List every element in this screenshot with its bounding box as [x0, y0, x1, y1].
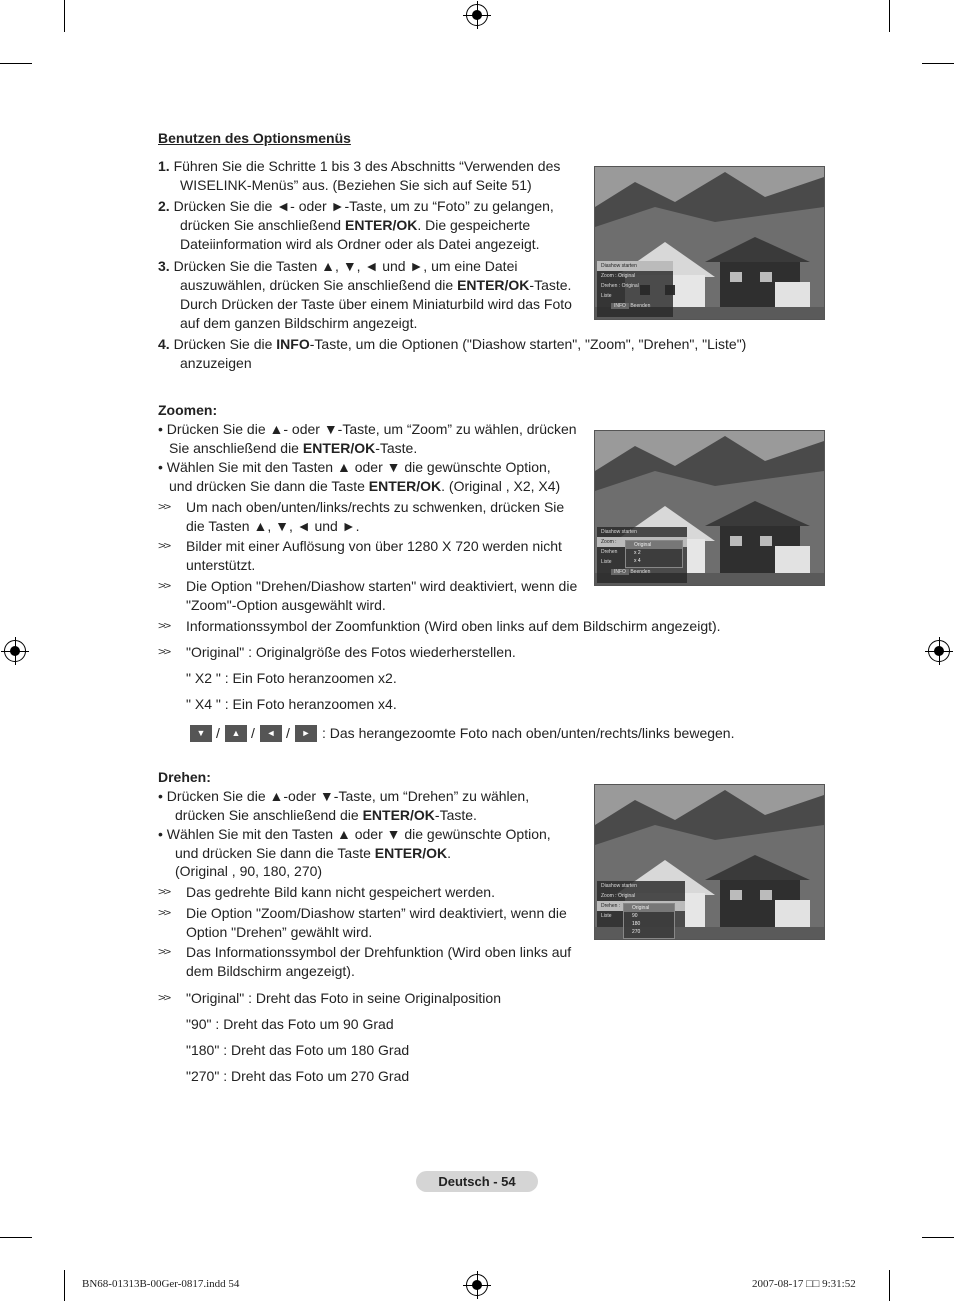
submenu-item[interactable]: Original — [624, 904, 674, 912]
rotate-90: "90" : Dreht das Foto um 90 Grad — [186, 1016, 394, 1032]
menu-item[interactable]: Zoom : Original — [601, 273, 636, 279]
up-key-icon: ▲ — [225, 725, 247, 742]
crop-mark — [922, 1237, 954, 1238]
registration-mark-icon — [928, 640, 950, 662]
menu-item[interactable]: Zoom : Original — [601, 893, 636, 899]
submenu-item[interactable]: 90 — [632, 913, 638, 919]
zoom-note-2: Bilder mit einer Auflösung von über 1280 X 720 werden nicht — [186, 538, 562, 554]
info-key-label: INFO — [611, 303, 629, 309]
step-3-cont2: Durch Drücken der Taste über einem Miniaturbild wird das Foto — [180, 296, 572, 312]
step-2-cont: drücken Sie anschließend ENTER/OK. Die gespeicherte — [180, 217, 531, 233]
key-separator: / — [216, 725, 220, 741]
page-number-badge: Deutsch - 54 — [416, 1171, 538, 1192]
print-date: 2007-08-17 □□ 9:31:52 — [752, 1278, 856, 1290]
key-separator: / — [286, 725, 290, 741]
submenu-item[interactable]: 270 — [632, 929, 641, 935]
menu-item[interactable]: Drehen : Original — [601, 283, 639, 289]
menu-item[interactable]: Liste — [601, 559, 612, 565]
crop-mark — [922, 63, 954, 64]
zoom-note-2-cont: unterstützt. — [186, 557, 256, 573]
zoom-note-3-cont: "Zoom"-Option ausgewählt wird. — [186, 597, 386, 613]
keys-description: : Das herangezoomte Foto nach oben/unten/rechts/links bewegen. — [322, 725, 735, 741]
crop-mark — [64, 1270, 65, 1301]
zoom-bullet-1: • Drücken Sie die ▲- oder ▼-Taste, um “Zoom” zu wählen, drücken — [158, 421, 577, 437]
rotate-bullet-1: • Drücken Sie die ▲-oder ▼-Taste, um “Drehen” zu wählen, — [158, 788, 530, 804]
rotate-note-2: Die Option "Zoom/Diashow starten” wird deaktiviert, wenn die — [186, 905, 567, 921]
rotate-note-3: Das Informationssymbol der Drehfunktion (Wird oben links auf — [186, 944, 572, 960]
menu-footer: INFO Beenden — [597, 567, 687, 577]
step-3-cont: auszuwählen, drücken Sie anschließend die ENTER/OK-Taste. — [180, 277, 572, 293]
submenu-item[interactable]: 180 — [632, 921, 641, 927]
rotate-bullet-1-cont: drücken Sie anschließend die ENTER/OK-Taste. — [175, 807, 477, 823]
step-1: 1. Führen Sie die Schritte 1 bis 3 des Abschnitts “Verwenden des — [158, 158, 561, 174]
menu-item[interactable]: Diashow starten — [601, 529, 637, 535]
zoom-x2: " X2 " : Ein Foto heranzoomen x2. — [186, 670, 397, 686]
step-1-cont: WISELINK-Menüs” aus. (Beziehen Sie sich auf Seite 51) — [180, 177, 532, 193]
rotate-title: Drehen: — [158, 769, 211, 785]
menu-item[interactable]: Liste — [601, 293, 612, 299]
rotate-submenu — [623, 903, 675, 939]
submenu-item[interactable]: x 4 — [634, 558, 641, 564]
note-arrow-icon: >> — [158, 539, 170, 552]
crop-mark — [0, 1237, 32, 1238]
menu-item[interactable]: Liste — [601, 913, 612, 919]
note-arrow-icon: >> — [158, 579, 170, 592]
zoom-submenu — [625, 540, 683, 568]
tv-screenshot-options — [594, 166, 825, 320]
left-key-icon: ◄ — [260, 725, 282, 742]
crop-mark — [0, 63, 32, 64]
down-key-icon: ▼ — [190, 725, 212, 742]
submenu-item[interactable]: Original — [626, 541, 682, 549]
rotate-bullet-2-cont2: (Original , 90, 180, 270) — [175, 863, 323, 879]
menu-item[interactable]: Zoom : — [597, 537, 687, 547]
note-arrow-icon: >> — [158, 885, 170, 898]
step-2-cont2: Dateiinformation wird als Ordner oder als Datei angezeigt. — [180, 236, 540, 252]
zoom-note-1-cont: die Tasten ▲, ▼, ◄ und ►. — [186, 518, 360, 534]
file-info: BN68-01313B-00Ger-0817.indd 54 — [82, 1278, 240, 1290]
zoom-title: Zoomen: — [158, 402, 218, 418]
note-arrow-icon: >> — [158, 906, 170, 919]
zoom-bullet-2: • Wählen Sie mit den Tasten ▲ oder ▼ die gewünschte Option, — [158, 459, 551, 475]
zoom-note-3: Die Option "Drehen/Diashow starten" wird deaktiviert, wenn die — [186, 578, 578, 594]
zoom-note-5: "Original" : Originalgröße des Fotos wiederherstellen. — [186, 644, 516, 660]
note-arrow-icon: >> — [158, 645, 170, 658]
menu-item[interactable]: Diashow starten — [597, 261, 673, 271]
zoom-note-1: Um nach oben/unten/links/rechts zu schwenken, drücken Sie — [186, 499, 565, 515]
menu-footer: INFO Beenden — [597, 301, 673, 311]
note-arrow-icon: >> — [158, 945, 170, 958]
step-3-cont3: auf dem ganzen Bildschirm angezeigt. — [180, 315, 418, 331]
rotate-note-1: Das gedrehte Bild kann nicht gespeichert werden. — [186, 884, 495, 900]
info-key-label: INFO — [611, 569, 629, 575]
rotate-bullet-2-cont: und drücken Sie dann die Taste ENTER/OK. — [175, 845, 452, 861]
tv-screenshot-zoom — [594, 430, 825, 586]
step-2: 2. Drücken Sie die ◄- oder ►-Taste, um zu “Foto” zu gelangen, — [158, 198, 554, 214]
rotate-180: "180" : Dreht das Foto um 180 Grad — [186, 1042, 410, 1058]
submenu-item[interactable]: x 2 — [634, 550, 641, 556]
rotate-note-3-cont: dem Bildschirm angezeigt). — [186, 963, 355, 979]
step-3: 3. Drücken Sie die Tasten ▲, ▼, ◄ und ►, um eine Datei — [158, 258, 518, 274]
zoom-bullet-2-cont: und drücken Sie dann die Taste ENTER/OK. (Original , X2, X4) — [169, 478, 561, 494]
rotate-note-2-cont: Option "Drehen” gewählt wird. — [186, 924, 373, 940]
options-menu — [597, 261, 673, 317]
registration-mark-icon — [466, 1274, 488, 1296]
crop-mark — [889, 1270, 890, 1301]
right-key-icon: ► — [295, 725, 317, 742]
crop-mark — [64, 0, 65, 32]
menu-item[interactable]: Drehen : — [597, 901, 685, 911]
rotate-270: "270" : Dreht das Foto um 270 Grad — [186, 1068, 410, 1084]
registration-mark-icon — [466, 4, 488, 26]
section-title: Benutzen des Optionsmenüs — [158, 130, 351, 146]
rotate-note-4: "Original" : Dreht das Foto in seine Originalposition — [186, 990, 501, 1006]
zoom-bullet-1-cont: Sie anschließend die ENTER/OK-Taste. — [169, 440, 418, 456]
crop-mark — [889, 0, 890, 32]
step-4-cont: anzuzeigen — [180, 355, 252, 371]
menu-item[interactable]: Drehen — [601, 549, 618, 555]
menu-item[interactable]: Diashow starten — [601, 883, 637, 889]
note-arrow-icon: >> — [158, 619, 170, 632]
registration-mark-icon — [4, 640, 26, 662]
tv-screenshot-rotate — [594, 784, 825, 940]
key-separator: / — [251, 725, 255, 741]
rotate-bullet-2: • Wählen Sie mit den Tasten ▲ oder ▼ die gewünschte Option, — [158, 826, 551, 842]
note-arrow-icon: >> — [158, 991, 170, 1004]
note-arrow-icon: >> — [158, 500, 170, 513]
zoom-note-4: Informationssymbol der Zoomfunktion (Wird oben links auf dem Bildschirm angezeigt). — [186, 618, 721, 634]
zoom-x4: " X4 " : Ein Foto heranzoomen x4. — [186, 696, 397, 712]
step-4: 4. Drücken Sie die INFO-Taste, um die Optionen ("Diashow starten", "Zoom", "Drehen", "Liste") — [158, 336, 747, 352]
